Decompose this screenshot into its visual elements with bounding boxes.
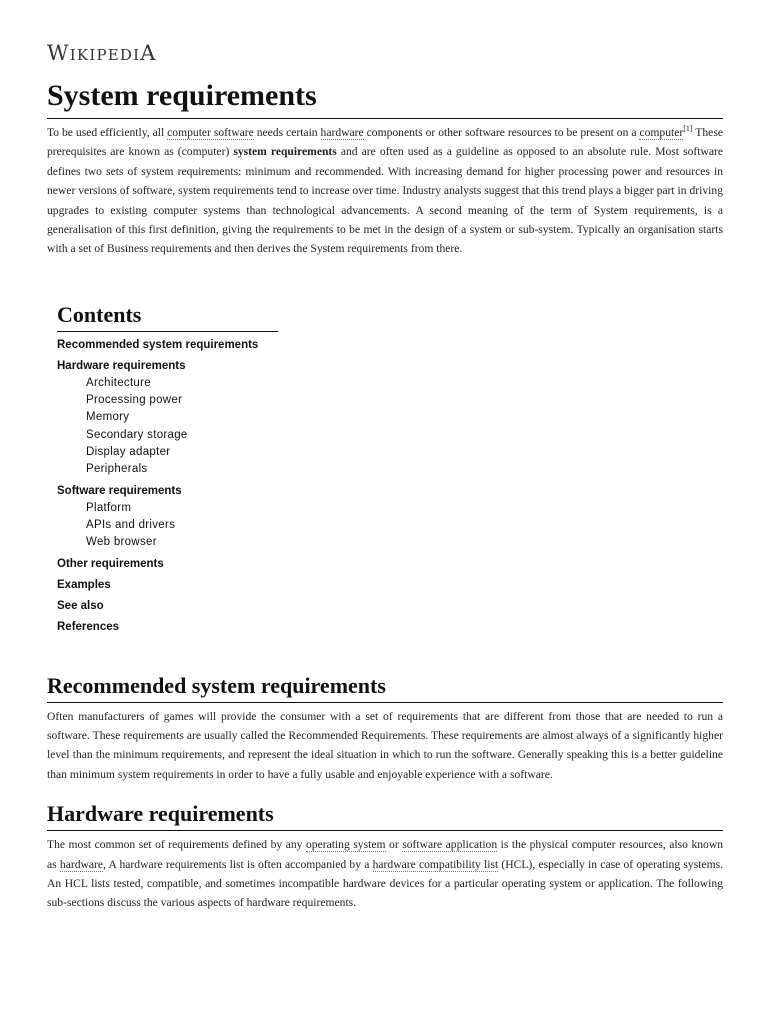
toc-list bbox=[57, 337, 723, 636]
recommended-paragraph: Often manufacturers of games will provide the consumer with a set of requirements that are different from those that are needed to run a software. These requirements are usually called the Recommended Requirements. These requirements are almost always of a significantly higher level than the minimum requirements, and represent the ideal situation in which to run the software. Generally speaking this is a better guideline than minimum system requirements in order to have a fully usable and enjoyable experience with a software. bbox=[47, 709, 723, 781]
intro-text-2: needs certain bbox=[253, 126, 321, 139]
link-operating-system[interactable]: operating system bbox=[305, 838, 386, 852]
logo-letter-a: A bbox=[140, 41, 157, 65]
hardware-paragraph bbox=[47, 835, 723, 913]
toc-subitem-secondary-storage[interactable]: Secondary storage bbox=[86, 428, 188, 441]
toc-software-sublist bbox=[86, 500, 723, 552]
section-heading-recommended: Recommended system requirements bbox=[47, 672, 723, 703]
logo-letter-w: W bbox=[47, 41, 70, 65]
toc-subitem-web-browser[interactable]: Web browser bbox=[86, 536, 157, 549]
link-hardware-2[interactable]: hardware bbox=[59, 857, 104, 871]
link-computer[interactable]: computer bbox=[639, 126, 684, 139]
toc-subitem-peripherals[interactable]: Peripherals bbox=[86, 463, 148, 476]
toc-subitem-apis-drivers[interactable]: APIs and drivers bbox=[86, 518, 176, 531]
intro-text-4: These prerequisites are known as (computer) bbox=[47, 126, 723, 159]
link-hardware[interactable]: hardware bbox=[320, 126, 364, 139]
intro-text-3: components or other software resources to be present on a bbox=[363, 126, 640, 139]
link-computer-software[interactable]: computer software bbox=[167, 126, 254, 139]
toc-heading: Contents bbox=[57, 301, 278, 332]
toc-item-other[interactable]: Other requirements bbox=[57, 557, 164, 570]
link-software-application[interactable]: software application bbox=[402, 838, 498, 852]
toc-item-hardware[interactable] bbox=[57, 358, 723, 479]
toc-item-see-also[interactable]: See also bbox=[57, 599, 104, 612]
toc-subitem-memory[interactable]: Memory bbox=[86, 411, 130, 424]
intro-paragraph bbox=[47, 123, 723, 259]
toc-item-label[interactable]: Hardware requirements bbox=[57, 359, 186, 372]
toc-hardware-sublist bbox=[86, 375, 723, 479]
toc-subitem-platform[interactable]: Platform bbox=[86, 501, 132, 514]
logo-letters-mid: IKIPEDI bbox=[69, 46, 141, 64]
bold-term-system-requirements: system requirements bbox=[233, 145, 337, 159]
table-of-contents bbox=[57, 301, 723, 636]
toc-subitem-processing-power[interactable]: Processing power bbox=[86, 394, 183, 407]
wikipedia-logo[interactable] bbox=[47, 38, 723, 68]
reference-1[interactable]: [1] bbox=[683, 124, 693, 134]
hardware-text-5: (HCL), especially in case of operating systems. An HCL lists tested, compatible, and sometimes incompatible hardware devices for a particular operating system or application. The following sub-sections discuss the various aspects of hardware requirements. bbox=[47, 857, 723, 910]
hardware-text-2: or bbox=[385, 838, 403, 852]
toc-subitem-display-adapter[interactable]: Display adapter bbox=[86, 446, 171, 459]
toc-item-references[interactable]: References bbox=[57, 620, 120, 633]
hardware-text-3: is the physical computer resources, also known as bbox=[47, 838, 724, 871]
article-page bbox=[47, 38, 723, 913]
intro-text-1: To be used efficiently, all bbox=[47, 126, 168, 139]
intro-text-5: and are often used as a guideline as opposed to an absolute rule. Most software defines two sets of system requirements: minimum and recommended. With increasing demand for higher processing power and resources in newer versions of software, system requirements tend to increase over time. Industry analysts suggest that this trend plays a bigger part in driving upgrades to existing computer systems than technological advancements. A second meaning of the term of System requirements, is a generalisation of this first definition, giving the requirements to be met in the design of a system or sub-system. Typically an organisation starts with a set of Business requirements and then derives the System requirements from there. bbox=[47, 145, 723, 256]
toc-item-examples[interactable]: Examples bbox=[57, 578, 111, 591]
toc-item-recommended[interactable]: Recommended system requirements bbox=[57, 338, 259, 351]
toc-item-software[interactable] bbox=[57, 483, 723, 552]
toc-subitem-architecture[interactable]: Architecture bbox=[86, 376, 151, 389]
hardware-text-4: , A hardware requirements list is often accompanied by a bbox=[103, 857, 373, 871]
link-hardware-compatibility-list[interactable]: hardware compatibility list bbox=[372, 857, 499, 871]
page-title: System requirements bbox=[47, 78, 723, 119]
hardware-text-1: The most common set of requirements defined by any bbox=[47, 838, 306, 852]
section-heading-hardware: Hardware requirements bbox=[47, 800, 723, 831]
toc-item-label[interactable]: Software requirements bbox=[57, 484, 182, 497]
